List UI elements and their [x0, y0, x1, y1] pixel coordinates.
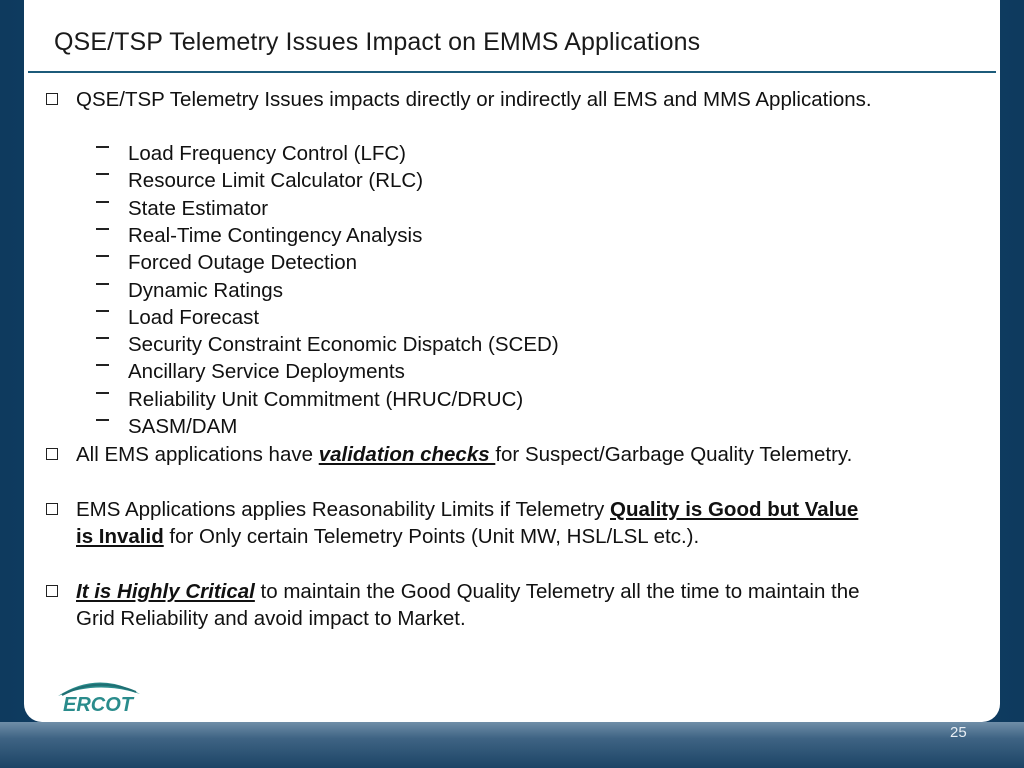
bullet-3-suffix: for Only certain Telemetry Points (Unit MW, HSL/LSL etc.). — [163, 525, 700, 548]
application-list-item: Dynamic Ratings — [128, 278, 283, 302]
bullet-2-suffix: for Suspect/Garbage Quality Telemetry. — [495, 443, 853, 466]
application-list-item: SASM/DAM — [128, 415, 238, 438]
dash-icon — [96, 337, 109, 339]
application-list-item: Resource Limit Calculator (RLC) — [128, 169, 424, 193]
checkbox-square-icon — [46, 585, 58, 597]
validation-checks-emphasis: validation checks — [318, 443, 496, 466]
bullet-3-prefix: EMS Applications applies Reasonability Limits if Telemetry — [76, 498, 611, 521]
application-list-item: Ancillary Service Deployments — [128, 360, 405, 384]
ercot-logo — [52, 676, 144, 716]
bullet-4-line-1-suffix: to maintain the Good Quality Telemetry all the time to maintain the — [254, 580, 860, 603]
dash-icon — [96, 255, 109, 257]
dash-icon — [96, 201, 109, 203]
bullet-2-prefix: All EMS applications have — [76, 443, 319, 466]
quality-good-value-emphasis: Quality is Good but Value — [610, 498, 859, 521]
dash-icon — [96, 364, 109, 366]
highly-critical-emphasis: It is Highly Critical — [76, 580, 255, 603]
dash-icon — [96, 228, 109, 230]
application-list-item: Real-Time Contingency Analysis — [128, 223, 423, 247]
dash-icon — [96, 419, 109, 421]
application-list-item: Load Forecast — [128, 305, 260, 329]
bullet-3-line-2 — [76, 523, 699, 550]
footer-bar — [0, 722, 1024, 768]
dash-icon — [96, 283, 109, 285]
checkbox-square-icon — [46, 503, 58, 515]
dash-icon — [96, 392, 109, 394]
dash-icon — [96, 310, 109, 312]
dash-icon — [96, 173, 109, 175]
bullet-4-line-1 — [76, 578, 860, 605]
bullet-1-text: QSE/TSP Telemetry Issues impacts directly or indirectly all EMS and MMS Applications. — [76, 88, 872, 111]
title-divider — [28, 71, 996, 73]
application-list-item: State Estimator — [128, 196, 269, 220]
logo-text: ERCOT — [63, 694, 133, 716]
page-number: 25 — [950, 724, 967, 741]
checkbox-square-icon — [46, 93, 58, 105]
dash-icon — [96, 146, 109, 148]
bullet-4-line-2: Grid Reliability and avoid impact to Market. — [76, 607, 466, 630]
checkbox-square-icon — [46, 448, 58, 460]
application-list-item: Security Constraint Economic Dispatch (SCED) — [128, 333, 559, 357]
content-panel — [24, 0, 1000, 722]
application-list-item: Forced Outage Detection — [128, 251, 358, 275]
bullet-2-text — [76, 441, 852, 468]
bullet-3-line-1 — [76, 496, 858, 523]
application-list-item: Reliability Unit Commitment (HRUC/DRUC) — [128, 387, 524, 411]
slide-title: QSE/TSP Telemetry Issues Impact on EMMS Applications — [54, 28, 701, 56]
is-invalid-emphasis: is Invalid — [76, 525, 164, 548]
application-list-item: Load Frequency Control (LFC) — [128, 142, 407, 165]
